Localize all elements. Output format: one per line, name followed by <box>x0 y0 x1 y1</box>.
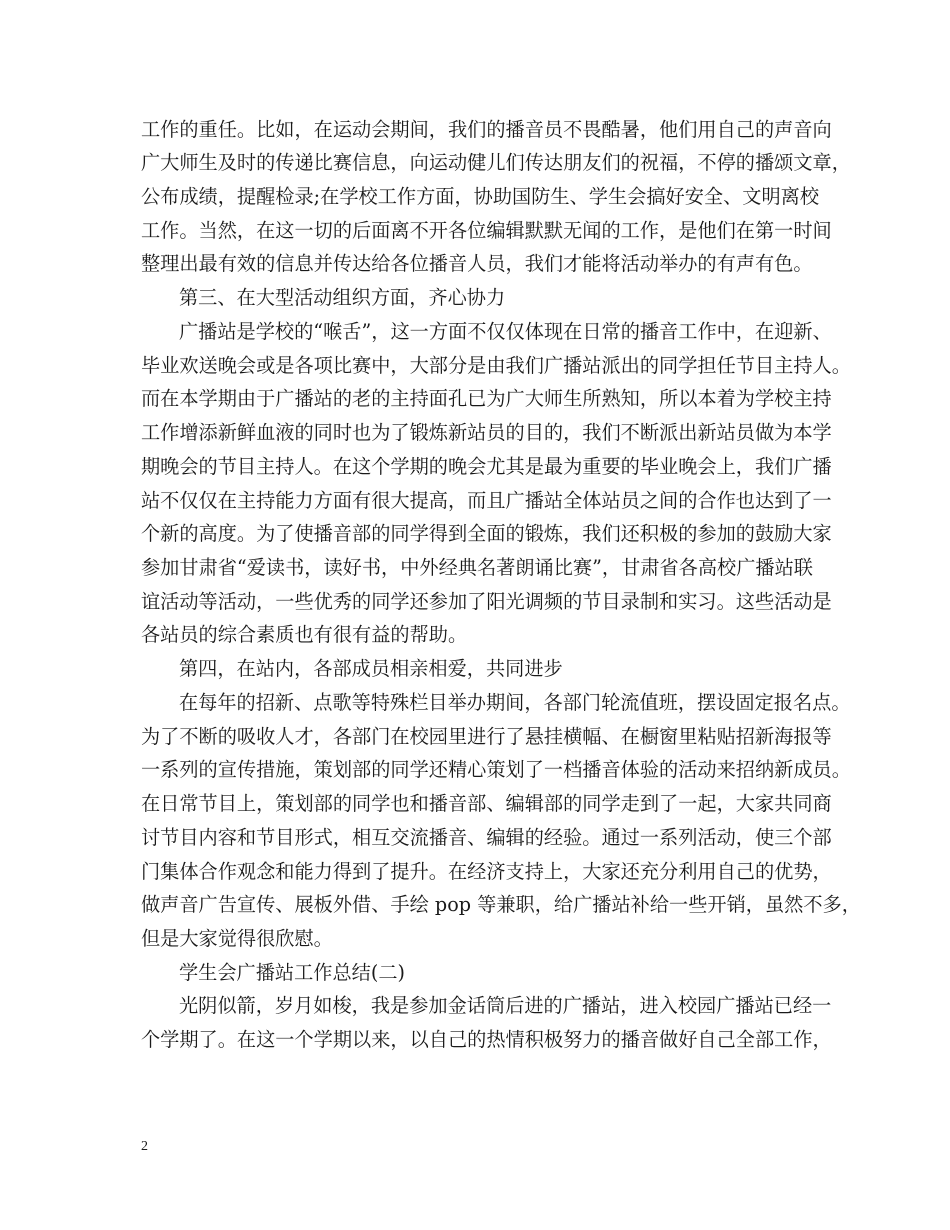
body-text-line: 工作增添新鲜血液的同时也为了锻炼新站员的目的，我们不断派出新站员做为本学 <box>141 421 832 444</box>
body-text-line: 个学期了。在这一个学期以来，以自己的热情积极努力的播音做好自己全部工作， <box>141 1028 832 1051</box>
body-text-line: 为了不断的吸收人才，各部门在校园里进行了悬挂横幅、在橱窗里粘贴招新海报等 <box>141 725 832 748</box>
body-text-line: 期晚会的节目主持人。在这个学期的晚会尤其是最为重要的毕业晚会上，我们广播 <box>141 455 832 478</box>
body-text-line: 做声音广告宣传、展板外借、手绘 pop 等兼职，给广播站补给一些开销，虽然不多， <box>141 893 861 916</box>
body-text-line: 而在本学期由于广播站的老的主持面孔已为广大师生所熟知，所以本着为学校主持 <box>141 387 832 410</box>
body-text-line: 站不仅仅在主持能力方面有很大提高，而且广播站全体站员之间的合作也达到了一 <box>141 489 832 512</box>
body-text-line: 整理出最有效的信息并传达给各位播音人员，我们才能将活动举办的有声有色。 <box>141 252 813 275</box>
body-text-line: 光阴似箭，岁月如梭，我是参加金话筒后进的广播站，进入校园广播站已经一 <box>179 994 832 1017</box>
body-text-line: 毕业欢送晚会或是各项比赛中，大部分是由我们广播站派出的同学担任节目主持人。 <box>141 354 851 377</box>
body-text-line: 各站员的综合素质也有很有益的帮助。 <box>141 623 468 646</box>
body-text-line: 讨节目内容和节目形式，相互交流播音、编辑的经验。通过一系列活动，使三个部 <box>141 826 832 849</box>
body-text-line: 在每年的招新、点歌等特殊栏目举办期间，各部门轮流值班，摆设固定报名点。 <box>179 691 851 714</box>
body-text-line: 广播站是学校的“喉舌”，这一方面不仅仅体现在日常的播音工作中，在迎新、 <box>179 320 832 343</box>
body-text-line: 参加甘肃省“爱读书，读好书，中外经典名著朗诵比赛”，甘肃省各高校广播站联 <box>141 556 813 579</box>
body-text-line: 但是大家觉得很欣慰。 <box>141 927 333 950</box>
page-number: 2 <box>141 1139 148 1154</box>
body-text-line: 广大师生及时的传递比赛信息，向运动健儿们传达朋友们的祝福，不停的播颂文章， <box>141 151 851 174</box>
section-heading: 第三、在大型活动组织方面，齐心协力 <box>179 286 506 309</box>
body-text-line: 工作。当然，在这一切的后面离不开各位编辑默默无闻的工作，是他们在第一时间 <box>141 219 832 242</box>
section-heading: 学生会广播站工作总结(二) <box>179 961 406 984</box>
body-text-line: 门集体合作观念和能力得到了提升。在经济支持上，大家还充分利用自己的优势， <box>141 860 832 883</box>
body-text-line: 个新的高度。为了使播音部的同学得到全面的锻炼，我们还积极的参加的鼓励大家 <box>141 522 832 545</box>
body-text-line: 公布成绩，提醒检录;在学校工作方面，协助国防生、学生会搞好安全、文明离校 <box>141 185 820 208</box>
body-text-line: 在日常节目上，策划部的同学也和播音部、编辑部的同学走到了一起，大家共同商 <box>141 792 832 815</box>
body-text-line: 一系列的宣传措施，策划部的同学还精心策划了一档播音体验的活动来招纳新成员。 <box>141 758 851 781</box>
section-heading: 第四，在站内，各部成员相亲相爱，共同进步 <box>179 657 563 680</box>
body-text-line: 谊活动等活动，一些优秀的同学还参加了阳光调频的节目录制和实习。这些活动是 <box>141 590 832 613</box>
body-text-line: 工作的重任。比如，在运动会期间，我们的播音员不畏酷暑，他们用自己的声音向 <box>141 118 832 141</box>
